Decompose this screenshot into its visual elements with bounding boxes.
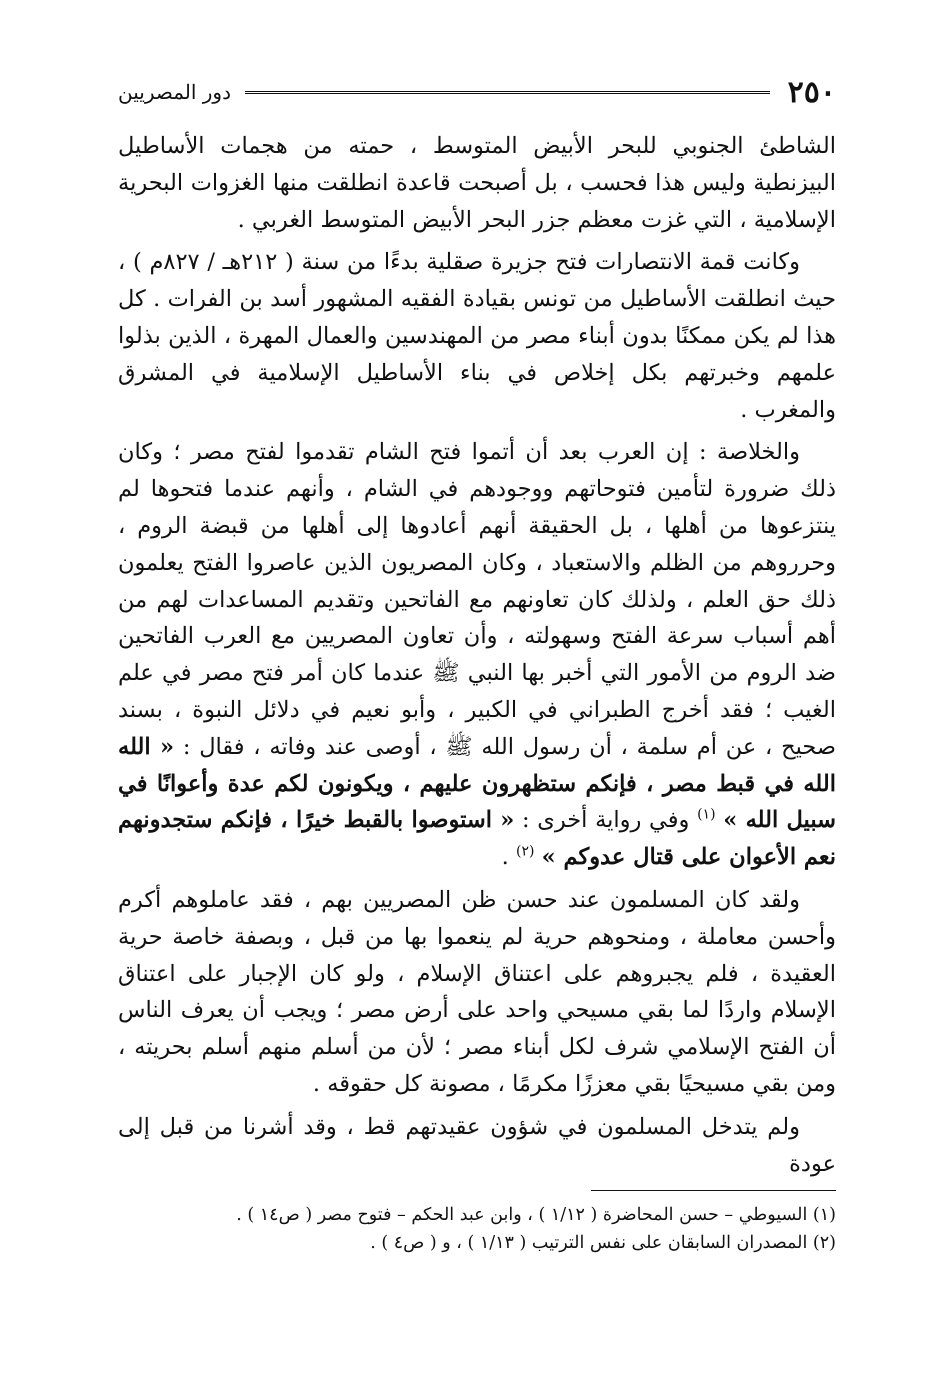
paragraph-3-end: . — [501, 844, 516, 871]
footnote-ref-1[interactable]: (١) — [697, 806, 716, 823]
hadith-quote-1: « الله الله في قبط مصر ، فإنكم ستظهرون عليهم ، ويكونون لكم عدة وأعوانًا في سبيل الله » — [118, 733, 836, 834]
footnote-2: (٢) المصدران السابقان على نفس الترتيب ( ١/١٣ ) ، و ( ص٤ ) . — [370, 1233, 836, 1254]
footnote-1: (١) السيوطي – حسن المحاضرة ( ١/١٢ ) ، وابن عبد الحكم – فتوح مصر ( ص١٤ ) . — [236, 1205, 836, 1226]
paragraph-1: الشاطئ الجنوبي للبحر الأبيض المتوسط ، حمته من هجمات الأساطيل البيزنطية وليس هذا فحسب ، بل أصبحت قاعدة انطلقت منها الغزوات البحرية الإسلامية ، التي غزت معظم جزر البحر الأبيض المتوسط الغربي . — [118, 133, 836, 233]
running-title: دور المصريين — [118, 80, 231, 104]
footnote-separator — [591, 1190, 836, 1191]
paragraph-3 — [118, 434, 836, 876]
page-number: ٢٥٠ — [787, 74, 836, 110]
paragraph-5: ولم يتدخل المسلمون في شؤون عقيدتهم قط ، وقد أشرنا من قبل إلى عودة — [118, 1113, 836, 1177]
header-double-rule — [245, 91, 770, 94]
hadith-quote-2: « استوصوا بالقبط خيرًا ، فإنكم ستجدونهم نعم الأعوان على قتال عدوكم » — [118, 807, 836, 871]
footnote-ref-2[interactable]: (٢) — [515, 843, 535, 860]
paragraph-4: ولقد كان المسلمون عند حسن ظن المصريين بهم ، فقد عاملوهم أكرم وأحسن معاملة ، ومنحوهم حرية لم ينعموا بها من قبل ، وبصفة خاصة حرية العقيدة ، فلم يجبروهم على اعتناق الإسلام ، ولو كان الإجبار على اعتناق الإسلام واردًا لما بقي مسيحي واحد على أرض مصر ؛ ويجب أن يعرف الناس أن الفتح الإسلامي شرف لكل أبناء مصر ؛ لأن من أسلم منهم أسلم بحريته ، ومن بقي مسيحيًا بقي معززًا مكرمًا ، مصونة كل حقوقه . — [118, 886, 836, 1097]
paragraph-3-mid: وفي رواية أخرى : — [514, 807, 698, 834]
paragraph-2: وكانت قمة الانتصارات فتح جزيرة صقلية بدءًا من سنة ( ٢١٢هـ / ٨٢٧م ) ، حيث انطلقت الأساطيل من تونس بقيادة الفقيه المشهور أسد بن الفرات . كل هذا لم يكن ممكنًا بدون أبناء مصر من المهندسين والعمال المهرة ، الذين بذلوا علمهم وخبرتهم بكل إخلاص في بناء الأساطيل الإسلامية في المشرق والمغرب . — [118, 249, 836, 423]
main-text — [118, 128, 836, 1182]
paragraph-3-intro: والخلاصة : إن العرب بعد أن أتموا فتح الشام تقدموا لفتح مصر ؛ وكان ذلك ضرورة لتأمين فتوحاتهم ووجودهم في الشام ، وأنهم عندما فتحوها لم ينتزعوها من أهلها ، بل الحقيقة أنهم أعادوها إلى أهلها من قبضة الروم ، وحرروهم من الظلم والاستعباد ، وكان المصريون الذين عاصروا الفتح يعلمون ذلك حق العلم ، ولذلك كان تعاونهم مع الفاتحين وتقديم المساعدات لهم من أهم أسباب سرعة الفتح وسهولته ، وأن تعاون المصريين مع العرب الفاتحين ضد الروم من الأمور التي أخبر بها النبي ﷺ عندما كان أمر فتح مصر في علم الغيب ؛ فقد أخرج الطبراني في الكبير ، وأبو نعيم في دلائل النبوة ، بسند صحيح ، عن أم سلمة ، أن رسول الله ﷺ ، أوصى عند وفاته ، فقال : — [118, 439, 837, 760]
footnotes — [118, 1201, 836, 1257]
page-header — [118, 70, 836, 114]
document-page — [118, 70, 836, 1257]
